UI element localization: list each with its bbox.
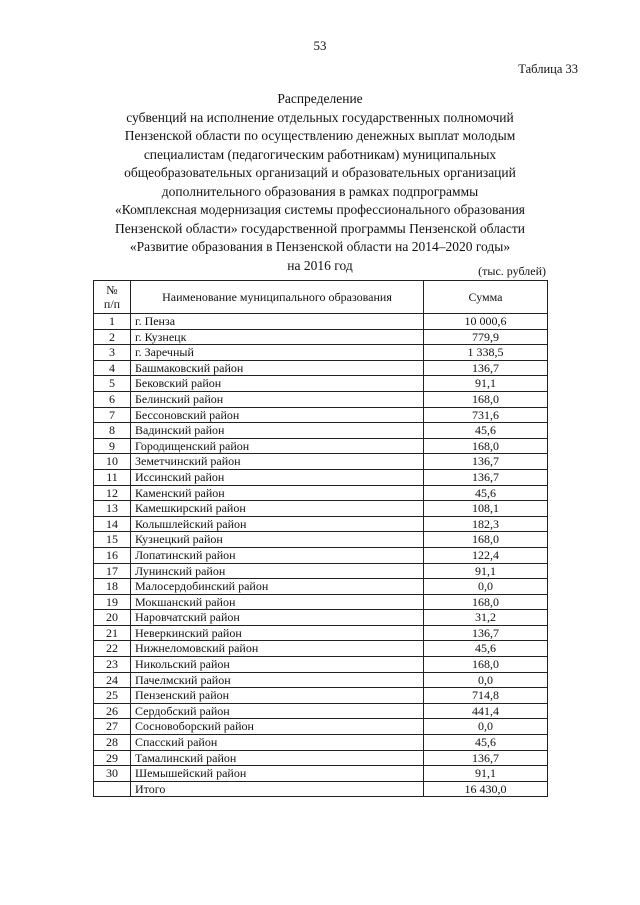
- row-number-cell: 5: [94, 376, 131, 392]
- unit-label: (тыс. рублей): [478, 264, 546, 278]
- table-row: [94, 345, 548, 361]
- table-row: [94, 735, 548, 751]
- row-number-cell: 8: [94, 423, 131, 439]
- row-sum-cell: 714,8: [424, 688, 548, 704]
- table-row: [94, 688, 548, 704]
- row-name-cell: Иссинский район: [131, 469, 424, 485]
- table-row: [94, 454, 548, 470]
- table-row: [94, 563, 548, 579]
- table-row: [94, 672, 548, 688]
- row-sum-cell: 16 430,0: [424, 781, 548, 797]
- row-number-cell: 6: [94, 391, 131, 407]
- table-row: [94, 329, 548, 345]
- row-name-cell: Шемышейский район: [131, 766, 424, 782]
- table-row: [94, 314, 548, 330]
- column-header-number: [94, 281, 131, 314]
- row-name-cell: г. Заречный: [131, 345, 424, 361]
- row-sum-cell: 168,0: [424, 438, 548, 454]
- row-sum-cell: 168,0: [424, 532, 548, 548]
- row-name-cell: Бессоновский район: [131, 407, 424, 423]
- table-row: [94, 703, 548, 719]
- row-sum-cell: 0,0: [424, 719, 548, 735]
- table-row: [94, 532, 548, 548]
- row-name-cell: Пензенский район: [131, 688, 424, 704]
- row-sum-cell: 91,1: [424, 376, 548, 392]
- row-sum-cell: 45,6: [424, 423, 548, 439]
- row-number-cell: 17: [94, 563, 131, 579]
- row-name-cell: Бековский район: [131, 376, 424, 392]
- table-row: [94, 625, 548, 641]
- table-row: [94, 766, 548, 782]
- row-number-cell: 18: [94, 579, 131, 595]
- row-sum-cell: 91,1: [424, 766, 548, 782]
- table-row: [94, 610, 548, 626]
- column-header-name: Наименование муниципального образования: [131, 281, 424, 314]
- row-number-cell: 14: [94, 516, 131, 532]
- row-name-cell: Нижнеломовский район: [131, 641, 424, 657]
- row-sum-cell: 45,6: [424, 735, 548, 751]
- distribution-table: [93, 280, 548, 797]
- row-sum-cell: 136,7: [424, 454, 548, 470]
- column-header-number-line2: п/п: [103, 297, 121, 311]
- heading-line: дополнительного образования в рамках подпрограммы: [161, 183, 479, 199]
- document-heading: [70, 90, 570, 275]
- row-name-cell: Пачелмский район: [131, 672, 424, 688]
- row-name-cell: Земетчинский район: [131, 454, 424, 470]
- table-label: Таблица 33: [518, 62, 578, 76]
- heading-line: Пензенской области по осуществлению денежных выплат молодым: [124, 128, 516, 143]
- row-sum-cell: 1 338,5: [424, 345, 548, 361]
- row-sum-cell: 168,0: [424, 594, 548, 610]
- row-number-cell: 3: [94, 345, 131, 361]
- row-sum-cell: 136,7: [424, 469, 548, 485]
- heading-title: Распределение: [277, 91, 363, 106]
- table-row: [94, 376, 548, 392]
- row-number-cell: 23: [94, 657, 131, 673]
- heading-line: «Комплексная модернизация системы профессионального образования: [115, 202, 525, 217]
- table-header-row: [94, 281, 548, 314]
- row-name-cell: г. Кузнецк: [131, 329, 424, 345]
- table-row: [94, 641, 548, 657]
- table-row: [94, 485, 548, 501]
- row-number-cell: 7: [94, 407, 131, 423]
- row-number-cell: 16: [94, 547, 131, 563]
- row-name-cell: Лунинский район: [131, 563, 424, 579]
- row-sum-cell: 31,2: [424, 610, 548, 626]
- table-row: [94, 469, 548, 485]
- row-name-cell: Лопатинский район: [131, 547, 424, 563]
- row-number-cell: 29: [94, 750, 131, 766]
- row-number-cell: 4: [94, 360, 131, 376]
- row-sum-cell: 136,7: [424, 625, 548, 641]
- row-name-cell: Башмаковский район: [131, 360, 424, 376]
- row-number-cell: 11: [94, 469, 131, 485]
- heading-line: «Развитие образования в Пензенской области на 2014–2020 годы»: [129, 239, 511, 254]
- row-name-cell: Сердобский район: [131, 703, 424, 719]
- row-name-cell: Колышлейский район: [131, 516, 424, 532]
- row-number-cell: 19: [94, 594, 131, 610]
- row-sum-cell: 0,0: [424, 579, 548, 595]
- row-sum-cell: 45,6: [424, 641, 548, 657]
- row-name-cell: Сосновоборский район: [131, 719, 424, 735]
- table-row: [94, 657, 548, 673]
- heading-line: на 2016 год: [287, 257, 353, 273]
- row-number-cell: 13: [94, 501, 131, 517]
- table-row: [94, 750, 548, 766]
- row-number-cell: 28: [94, 735, 131, 751]
- row-name-cell: Итого: [131, 781, 424, 797]
- row-number-cell: 12: [94, 485, 131, 501]
- row-number-cell: 27: [94, 719, 131, 735]
- row-sum-cell: 168,0: [424, 391, 548, 407]
- row-name-cell: Тамалинский район: [131, 750, 424, 766]
- row-sum-cell: 182,3: [424, 516, 548, 532]
- row-sum-cell: 136,7: [424, 360, 548, 376]
- row-name-cell: Малосердобинский район: [131, 579, 424, 595]
- row-number-cell: [94, 781, 131, 797]
- table-row: [94, 579, 548, 595]
- table-row: [94, 516, 548, 532]
- page-number: 53: [313, 38, 327, 53]
- row-number-cell: 1: [94, 314, 131, 330]
- table-row: [94, 719, 548, 735]
- row-sum-cell: 441,4: [424, 703, 548, 719]
- row-name-cell: Каменский район: [131, 485, 424, 501]
- row-name-cell: Кузнецкий район: [131, 532, 424, 548]
- table-row: [94, 438, 548, 454]
- row-sum-cell: 779,9: [424, 329, 548, 345]
- row-number-cell: 10: [94, 454, 131, 470]
- row-sum-cell: 168,0: [424, 657, 548, 673]
- row-name-cell: Мокшанский район: [131, 594, 424, 610]
- row-number-cell: 20: [94, 610, 131, 626]
- row-sum-cell: 0,0: [424, 672, 548, 688]
- table-total-row: [94, 781, 548, 797]
- row-sum-cell: 45,6: [424, 485, 548, 501]
- table-row: [94, 423, 548, 439]
- heading-line: специалистам (педагогическим работникам) муниципальных: [143, 146, 497, 162]
- row-sum-cell: 91,1: [424, 563, 548, 579]
- row-sum-cell: 108,1: [424, 501, 548, 517]
- row-name-cell: Вадинский район: [131, 423, 424, 439]
- column-header-number-line1: №: [106, 283, 118, 297]
- table-row: [94, 360, 548, 376]
- table-body: [94, 314, 548, 797]
- row-number-cell: 22: [94, 641, 131, 657]
- row-number-cell: 25: [94, 688, 131, 704]
- row-number-cell: 21: [94, 625, 131, 641]
- row-name-cell: Наровчатский район: [131, 610, 424, 626]
- row-number-cell: 15: [94, 532, 131, 548]
- row-number-cell: 26: [94, 703, 131, 719]
- row-name-cell: Камешкирский район: [131, 501, 424, 517]
- table-row: [94, 501, 548, 517]
- table-row: [94, 391, 548, 407]
- row-name-cell: Белинский район: [131, 391, 424, 407]
- row-number-cell: 9: [94, 438, 131, 454]
- row-sum-cell: 136,7: [424, 750, 548, 766]
- row-sum-cell: 122,4: [424, 547, 548, 563]
- row-sum-cell: 10 000,6: [424, 314, 548, 330]
- table-row: [94, 547, 548, 563]
- row-name-cell: Неверкинский район: [131, 625, 424, 641]
- row-sum-cell: 731,6: [424, 407, 548, 423]
- row-name-cell: Спасский район: [131, 735, 424, 751]
- row-number-cell: 24: [94, 672, 131, 688]
- table-row: [94, 594, 548, 610]
- row-name-cell: Городищенский район: [131, 438, 424, 454]
- row-number-cell: 30: [94, 766, 131, 782]
- heading-line: общеобразовательных организаций и образовательных организаций: [124, 165, 516, 180]
- row-name-cell: Никольский район: [131, 657, 424, 673]
- heading-line: субвенций на исполнение отдельных государственных полномочий: [126, 109, 514, 125]
- heading-line: Пензенской области» государственной программы Пензенской области: [115, 220, 525, 236]
- column-header-sum: Сумма: [424, 281, 548, 314]
- table-row: [94, 407, 548, 423]
- row-number-cell: 2: [94, 329, 131, 345]
- row-name-cell: г. Пенза: [131, 314, 424, 330]
